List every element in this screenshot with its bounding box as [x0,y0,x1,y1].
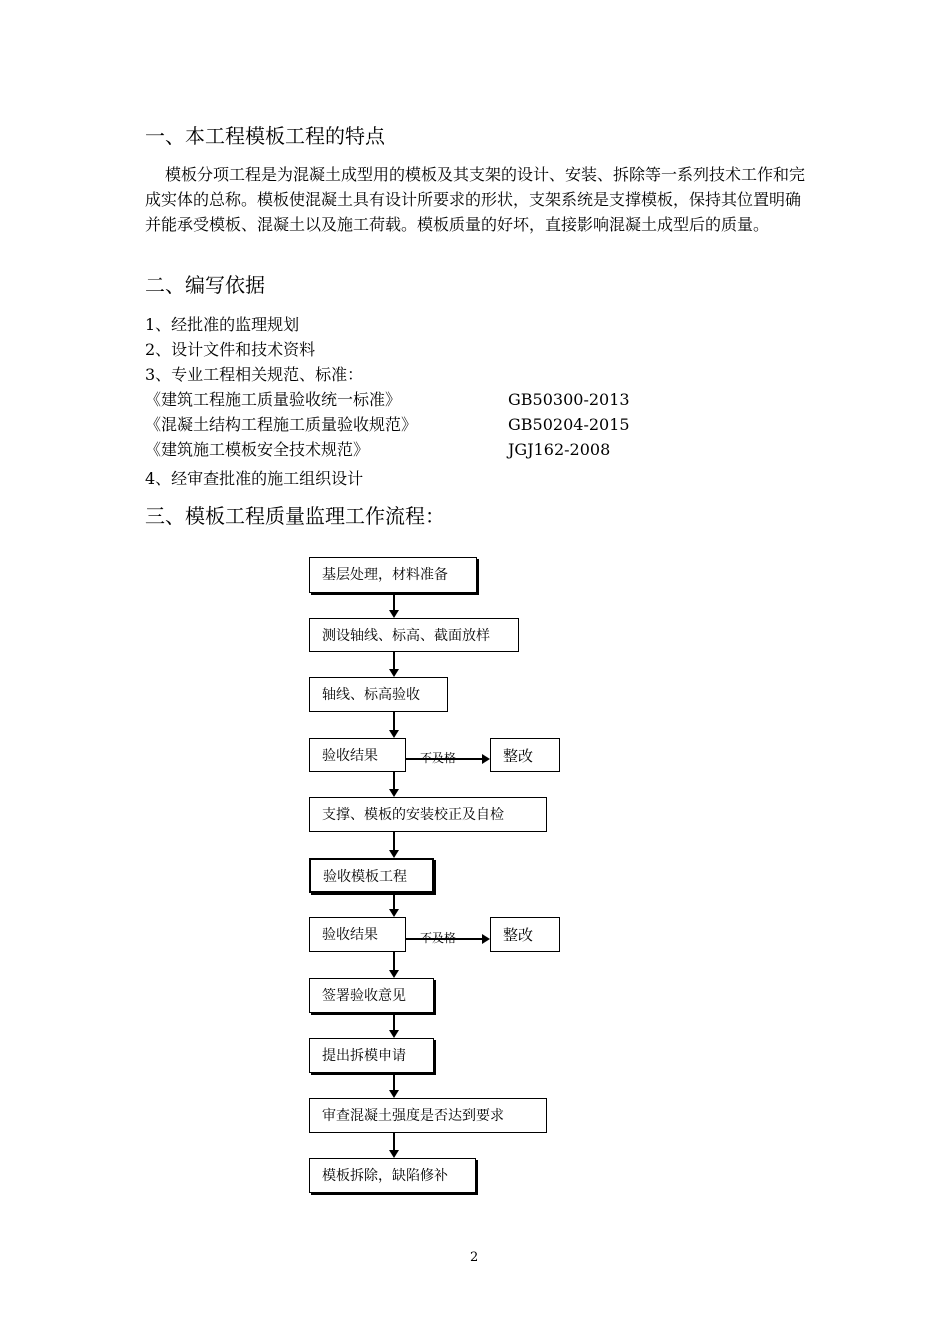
basis-item-1: 1、经批准的监理规划 [145,315,300,334]
arrow-right-icon [482,934,490,944]
rectify-box-2: 整改 [490,917,560,952]
section-1-paragraph: 模板分项工程是为混凝土成型用的模板及其支架的设计、安装、拆除等一系列技术工作和完成实体的总称。模板使混凝土具有设计所要求的形状，支架系统是支撑模板，保持其位置明确并能承受模板、混凝土以及施工荷载。模板质量的好坏，直接影响混凝土成型后的质量。 [145,165,806,234]
flow-step-6: 验收模板工程 [309,858,434,893]
basis-item-2: 2、设计文件和技术资料 [145,340,316,359]
flow-step-5: 支撑、模板的安装校正及自检 [309,797,547,832]
arrow-down-icon [389,1090,399,1098]
standard-code-2: GB50204-2015 [508,415,630,434]
flow-step-2: 测设轴线、标高、截面放样 [309,618,519,652]
section-1-title: 一、本工程模板工程的特点 [145,124,385,148]
standard-code-3: JGJ162-2008 [508,440,611,459]
arrow-down-icon [389,970,399,978]
flow-step-10: 审查混凝土强度是否达到要求 [309,1098,547,1133]
flow-step-3: 轴线、标高验收 [309,677,448,712]
standard-name-3: 《建筑施工模板安全技术规范》 [145,440,370,459]
basis-item-4: 4、经审查批准的施工组织设计 [145,469,364,488]
section-3-title: 三、模板工程质量监理工作流程： [145,504,445,528]
standard-name-2: 《混凝土结构工程施工质量验收规范》 [145,415,418,434]
flow-connector [393,1133,395,1151]
arrow-down-icon [389,1030,399,1038]
standard-code-1: GB50300-2013 [508,390,630,409]
flow-step-8: 签署验收意见 [309,978,434,1013]
flow-step-9: 提出拆模申请 [309,1038,434,1073]
flow-step-7-decision: 验收结果 [309,917,406,952]
flow-step-1: 基层处理，材料准备 [309,557,477,593]
flow-connector [393,712,395,731]
fail-label: 不及格 [420,931,457,945]
flow-connector [393,1073,395,1091]
flow-step-4-decision: 验收结果 [309,738,406,772]
flow-step-11: 模板拆除，缺陷修补 [309,1158,476,1193]
flow-connector [393,893,395,910]
arrow-down-icon [389,789,399,797]
arrow-down-icon [389,669,399,677]
arrow-down-icon [389,730,399,738]
fail-label: 不及格 [420,751,457,765]
arrow-down-icon [389,909,399,917]
flow-connector [393,832,395,851]
page-number: 2 [470,1250,479,1265]
section-2-title: 二、编写依据 [145,273,265,297]
flow-connector [393,772,395,790]
flow-connector [393,1013,395,1031]
arrow-down-icon [389,850,399,858]
arrow-down-icon [389,1150,399,1158]
rectify-box-1: 整改 [490,738,560,772]
flow-connector [393,952,395,971]
arrow-right-icon [482,754,490,764]
flow-connector [393,652,395,670]
standard-name-1: 《建筑工程施工质量验收统一标准》 [145,390,402,409]
basis-item-3: 3、专业工程相关规范、标准： [145,365,364,384]
arrow-down-icon [389,610,399,618]
